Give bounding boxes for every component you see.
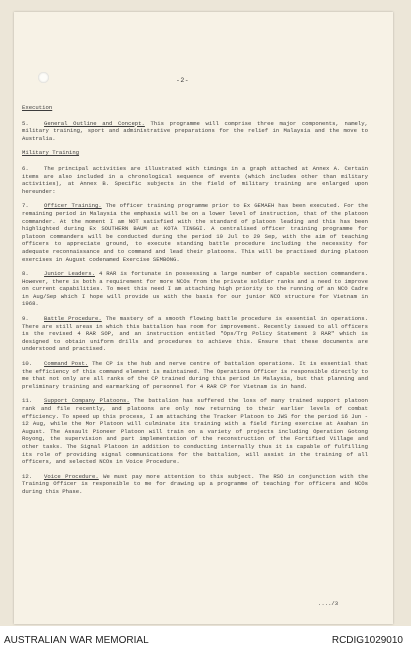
archive-footer (0, 626, 411, 654)
archive-name: AUSTRALIAN WAR MEMORIAL (4, 635, 149, 646)
paragraph-number: 8. (22, 270, 29, 278)
paragraph-text: The CP is the hub and nerve centre of battalion operations. It is essential that the efficiency of this command element is maintained. The Operations Officer is responsible directly to me that not only are all ranks of the CP trained during this period in Malaysia, but that planning and preliminary training and earmarking of personnel for 4 RAR CP for Vietnam is in hand. (22, 360, 369, 390)
paragraph (22, 165, 368, 195)
paragraph (22, 270, 368, 308)
paragraph-text: 4 RAR is fortunate in possessing a large number of capable section commanders. However, there is both a requirement for more NCOs from the private soldier ranks and a need to improve on current capabilities. To meet this need I am attaching high priority to the running of an NCO Cadre in Aug/Sep which I hope will provide us with the basis for our junior NCO structure for Vietnam in 1968. (22, 270, 368, 308)
section-heading: Execution (22, 104, 53, 111)
paragraph-text: We must pay more attention to this subject. The RSO in conjunction with the Training Officer is responsible to me for drawing up a programme of teaching for officers and NCOs during this Phase. (22, 472, 369, 495)
paragraph-title: Voice Procedure. (44, 472, 99, 480)
paragraph-number: 7. (22, 202, 29, 210)
paragraph-title: Command Post. (44, 360, 89, 368)
punch-hole (38, 72, 49, 83)
page-number: -2- (176, 77, 190, 84)
paragraph (22, 473, 368, 496)
paragraph-text: This programme will comprise three major components, namely, military training, sport and administrative preparations for the relief in Malaysia and the move to Australia. (22, 119, 368, 142)
paragraph-number: 12. (22, 472, 33, 480)
paragraph-text: The principal activities are illustrated with timings in a graph attached at Annex A. Certain items are also included in a chronological sequence of events (which includes other than military activities), at Annex B. Specific subjects in the field of military training are enlarged upon hereunder: (22, 164, 368, 195)
paragraph-title: Officer Training. (44, 202, 102, 210)
continuation-marker: ..../3 (318, 600, 339, 607)
paragraph-title: Junior Leaders. (44, 270, 95, 278)
paragraph (22, 397, 368, 465)
paragraph-title: Battle Procedure. (44, 315, 102, 323)
section-heading: Military Training (22, 149, 80, 157)
paragraph-number: 9. (22, 315, 29, 323)
paragraph-number: 10. (22, 360, 33, 368)
paragraph-title: Support Company Platoons. (44, 397, 130, 405)
paragraph-title: General Outline and Concept. (44, 119, 145, 127)
paragraph (22, 120, 368, 143)
paragraph-number: 5. (22, 119, 29, 127)
paragraph (22, 315, 368, 353)
paragraph-text: The battalion has suffered the loss of many trained support platoon rank and file recently, and platoons are only now returning to their earlier levels of combat efficiency. To speed up this process, I am attaching the Tracker Platoon to JWS for the period 16 Jun - 12 Aug, while the Mor Platoon will culminate its training with a field firing exercise at Asahan in August. The Assault Pioneer Platoon will train on a variety of projects including Operation Gotong Royong, the supervision and part implementation of the reconstruction of the Fortified Village and other tasks. The Signal Platoon in addition to conducting internally thus it is capable of fulfilling its role of providing signal communications for the battalion, will assist in the training of all officers, and selected NCOs in Voice Procedure. (22, 397, 369, 466)
paragraph-text: The officer training programme prior to Ex GEMAEH has been executed. For the remaining period in Malaysia the emphasis will be on a lower level of instruction, that of the platoon commander. At the moment I am NOT satisfied with the standard of platoon leading and this has been highlighted during Ex SOUTHERN BAUM at KOTA TINGGI. A centralised officer training programme for platoon commanders will be conducted during the period 10 Jul to 29 Sep, with the aim of teaching officers to appreciate ground, to execute standing battle procedure including the necessity for adequate reconnaissance and to command and lead their platoons. This will be practised during platoon exercises in August codenamed Exercise SEMBONG. (22, 202, 368, 263)
paragraph-text: The mastery of a smooth flowing battle procedure is essential in operations. There are still areas in which this battalion has room for improvement. Recently issued to all officers is the revised 4 RAR SOP, and an instruction entitled "Ops/Trg Policy Statement 3 RAR" which is designed to obtain uniform drills and procedures to achieve this. Ensure that these documents are understood and practised. (22, 315, 368, 353)
paragraph-number: 6. (22, 164, 29, 172)
paragraph (22, 360, 368, 390)
paragraph (22, 202, 368, 263)
paragraph-number: 11. (22, 397, 33, 405)
document-body (22, 104, 368, 503)
archive-reference: RCDIG1029010 (331, 635, 403, 646)
